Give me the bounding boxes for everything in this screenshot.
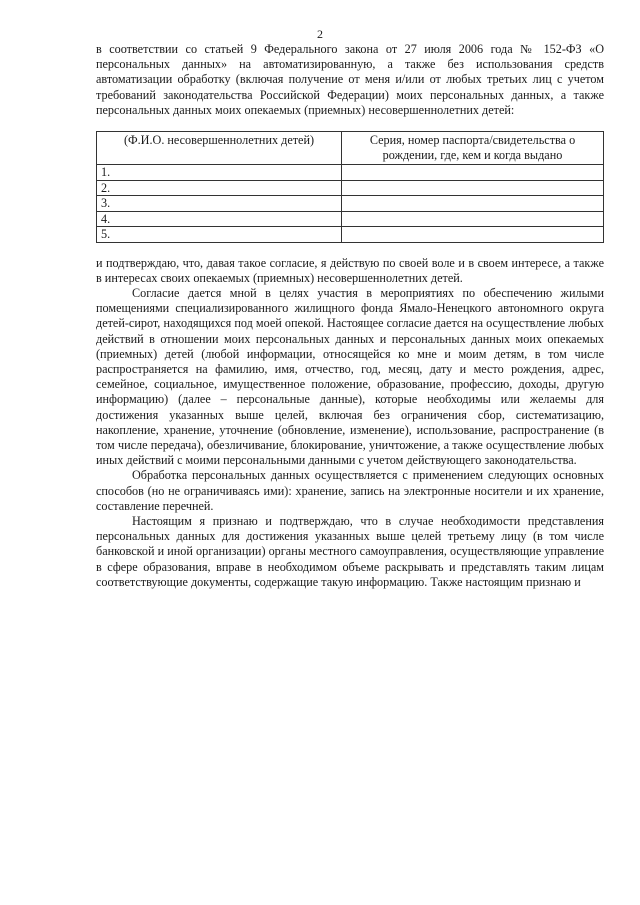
children-data-table	[96, 131, 604, 243]
table-row	[97, 211, 604, 227]
table-cell-document	[342, 196, 604, 212]
table-row	[97, 227, 604, 243]
table-cell-document	[342, 165, 604, 181]
document-body	[96, 42, 604, 590]
table-cell-fio: 2.	[97, 180, 342, 196]
table-row	[97, 180, 604, 196]
paragraph-consent-purpose: Согласие дается мной в целях участия в мероприятиях по обеспечению жилыми помещениями специализированного жилищного фонда Ямало-Ненецкого автономного округа детей-сирот, находящихся под моей опекой. Настоящее согласие дается на осуществление любых действий в отношении моих персональных данных и персональных данных моих опекаемых (приемных) детей (любой информации, относящейся ко мне и моим детям, в том числе распространяется на фамилию, имя, отчество, год, месяц, дату и место рождения, адрес, семейное, социальное, имущественное положение, образование, профессию, доходы, другую информацию) (далее – персональные данные), которые необходимы или желаемы для достижения указанных выше целей, включая без ограничения сбор, систематизацию, накопление, хранение, уточнение (обновление, изменение), использование, распространение (в том числе передача), обезличивание, блокирование, уничтожение, а также осуществление любых иных действий с моими персональными данными с учетом действующего законодательства.	[96, 285, 604, 468]
table-header-fio: (Ф.И.О. несовершеннолетних детей)	[97, 132, 342, 165]
table-cell-document	[342, 211, 604, 227]
table-cell-fio: 5.	[97, 227, 342, 243]
table-cell-fio: 1.	[97, 165, 342, 181]
paragraph-consent-intro: в соответствии со статьей 9 Федерального закона от 27 июля 2006 года № 152-ФЗ «О персональных данных» на автоматизированную, а также без использования средств автоматизации обработку (включая получение от меня и/или от любых третьих лиц с учетом требований законодательства Российской Федерации) моих персональных данных, а также персональных данных моих опекаемых (приемных) несовершеннолетних детей:	[96, 42, 604, 117]
table-header-document: Серия, номер паспорта/свидетельства о рождении, где, кем и когда выдано	[342, 132, 604, 165]
paragraph-processing-methods: Обработка персональных данных осуществляется с применением следующих основных способов (но не ограничиваясь ими): хранение, запись на электронные носители и их хранение, составление перечней.	[96, 468, 604, 513]
table-cell-fio: 3.	[97, 196, 342, 212]
table-row	[97, 165, 604, 181]
table-cell-document	[342, 180, 604, 196]
paragraph-third-party-disclosure: Настоящим я признаю и подтверждаю, что в случае необходимости представления персональных данных для достижения указанных выше целей третьему лицу (в том числе банковской и иной организации) органы местного самоуправления, осуществляющие управление в сфере образования, вправе в необходимом объеме раскрывать и представлять таким лицам соответствующие документы, содержащие такую информацию. Также настоящим признаю и	[96, 513, 604, 589]
table-row	[97, 196, 604, 212]
table-header-row	[97, 132, 604, 165]
page-number: 2	[317, 27, 323, 41]
table-cell-document	[342, 227, 604, 243]
table-cell-fio: 4.	[97, 211, 342, 227]
paragraph-confirmation: и подтверждаю, что, давая такое согласие, я действую по своей воле и в своем интересе, а также в интересах своих опекаемых (приемных) несовершеннолетних детей.	[96, 255, 604, 285]
